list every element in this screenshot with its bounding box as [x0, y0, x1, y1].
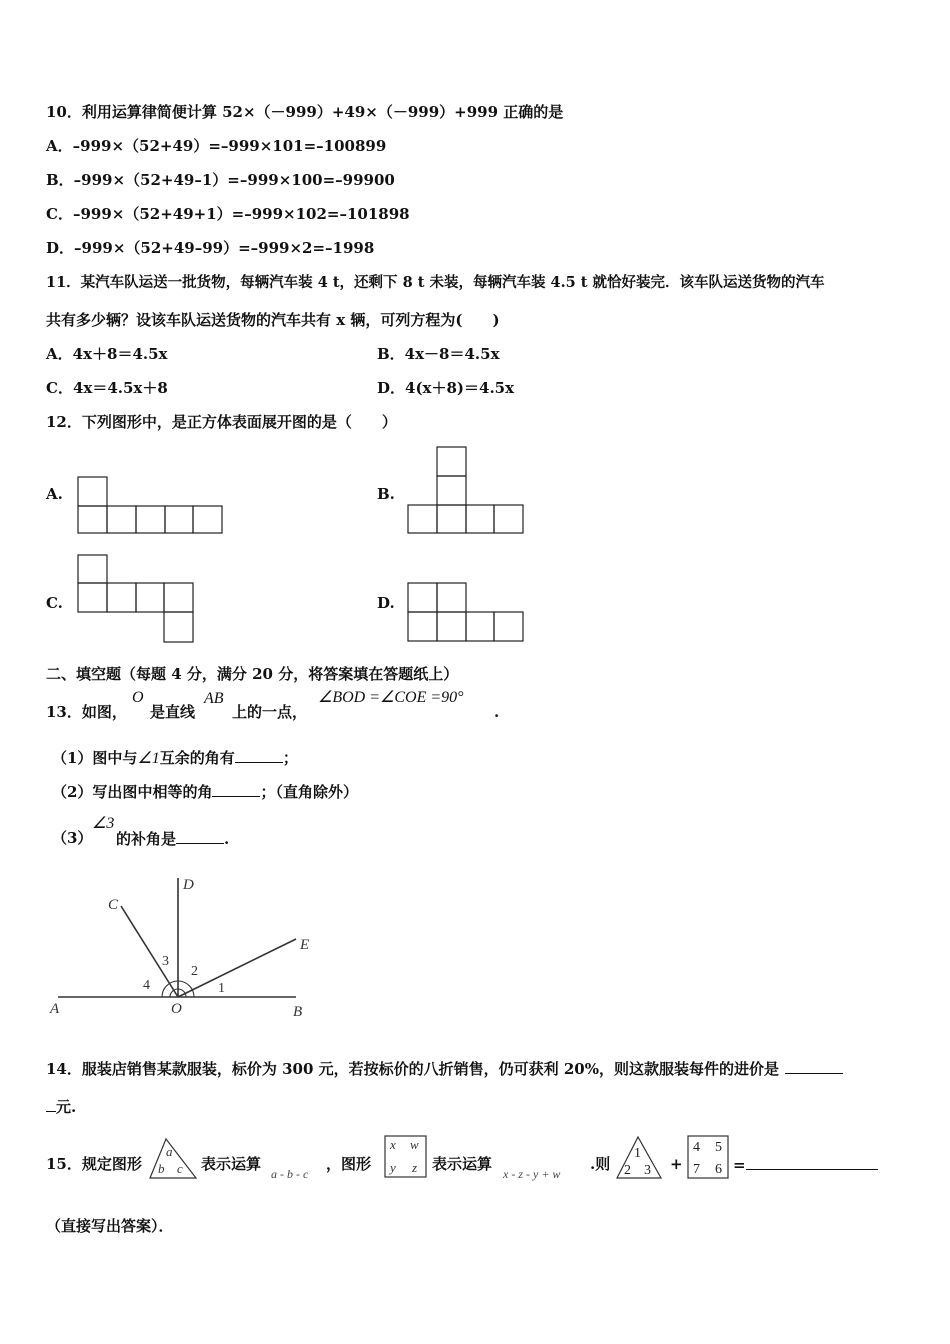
- q10-option-d: D．–999×（52+49–99）=–999×2=–1998: [46, 239, 375, 257]
- q15-footer: （直接写出答案）．: [46, 1217, 174, 1235]
- q13-part3-prefix: （3）: [52, 829, 93, 847]
- q13-part1-prefix: （1）图中与: [52, 749, 138, 767]
- q13-part1-angle: ∠1: [137, 750, 160, 767]
- q15-square-bottom-right: 6: [715, 1162, 722, 1177]
- q13-label-b: B: [293, 1004, 303, 1020]
- q13-line-ab: AB: [204, 690, 224, 707]
- q13-angle-2: 2: [191, 964, 198, 979]
- q13-end: .: [494, 703, 500, 721]
- q13-angle-4: 4: [143, 978, 150, 993]
- q13-part1-suffix: 互余的角有: [159, 749, 235, 767]
- q15-plus: +: [670, 1155, 683, 1173]
- q15-triangle-right-value: 3: [644, 1163, 651, 1178]
- q10-option-a: A．–999×（52+49）=–999×101=–100899: [46, 137, 387, 155]
- q12-label-b: B.: [377, 485, 395, 503]
- q13-text2: 上的一点，: [232, 703, 308, 721]
- section2-heading: 二、填空题（每题 4 分，满分 20 分，将答案填在答题纸上）: [46, 665, 459, 683]
- q14-unit: 元.: [56, 1098, 77, 1116]
- q13-part1-end: ；: [282, 749, 298, 767]
- q15-mid1: 表示运算: [201, 1155, 262, 1173]
- q15-triangle-a: a: [166, 1144, 173, 1159]
- q15-then: .则: [590, 1155, 611, 1173]
- q15-square-top-right: 5: [715, 1140, 722, 1155]
- q14-text: 14．服装店销售某款服装，标价为 300 元，若按标价的八折销售，仍可获利 20%，则这款服装每件的进价是: [46, 1060, 779, 1078]
- q13-label-a: A: [50, 1001, 60, 1017]
- q13-prefix: 13．如图，: [46, 703, 127, 721]
- q15-operation2: x - z - y + w: [503, 1167, 561, 1181]
- q13-condition: ∠BOD =∠COE =90°: [318, 689, 464, 706]
- q12-stem: 12．下列图形中，是正方体表面展开图的是（ ）: [46, 413, 397, 431]
- q15-square-z: z: [412, 1160, 418, 1175]
- q15-square-x: x: [390, 1137, 396, 1152]
- q13-label-o: O: [171, 1001, 182, 1017]
- q15-square-bottom-left: 7: [693, 1162, 700, 1177]
- q15-equals: [733, 1155, 878, 1174]
- q15-triangle-c: c: [177, 1161, 183, 1176]
- q15-square-top-left: 4: [693, 1140, 700, 1155]
- q11-option-c: C．4x＝4.5x＋8: [46, 379, 168, 397]
- q11-stem-line1: 11．某汽车队运送一批货物，每辆汽车装 4 t，还剩下 8 t 未装，每辆汽车装 4.5 t 就恰好装完．该车队运送货物的汽车: [46, 274, 825, 291]
- q15-operation1: a - b - c: [271, 1167, 309, 1181]
- q12-label-c: C.: [46, 594, 63, 612]
- q12-label-d: D.: [377, 594, 395, 612]
- q15-answer-blank[interactable]: [746, 1155, 878, 1170]
- q13-label-e: E: [300, 937, 310, 953]
- q11-stem-line2: 共有多少辆？设该车队运送货物的汽车共有 x 辆，可列方程为( ): [46, 311, 500, 329]
- q13-part3-angle: ∠3: [92, 815, 115, 832]
- q11-option-a: A．4x＋8＝4.5x: [46, 345, 168, 363]
- q10-stem: 10．利用运算律简便计算 52×（－999）+49×（－999）+999 正确的是: [46, 103, 564, 121]
- q13-part3-suffix: 的补角是: [116, 830, 177, 848]
- q12-label-a: A.: [46, 485, 63, 503]
- q15-square-w: w: [410, 1137, 419, 1152]
- q13-label-c: C: [108, 897, 119, 913]
- q15-mid2: ，图形: [326, 1155, 372, 1173]
- q13-angle-1: 1: [218, 981, 225, 996]
- q15-square-y: y: [390, 1160, 396, 1175]
- q11-option-d: D．4(x＋8)＝4.5x: [377, 379, 515, 397]
- q15-mid3: 表示运算: [432, 1155, 493, 1173]
- q13-angle-3: 3: [162, 954, 169, 969]
- q10-option-c: C．–999×（52+49+1）=–999×102=–101898: [46, 205, 410, 223]
- q13-part3-end: .: [224, 830, 230, 848]
- q13-part2-end: ；（直角除外）: [260, 783, 358, 801]
- q15-prefix: 15．规定图形: [46, 1155, 142, 1173]
- q13-text1: 是直线: [150, 703, 196, 721]
- q13-label-d: D: [183, 877, 194, 893]
- q10-option-b: B．–999×（52+49–1）=–999×100=–99900: [46, 171, 395, 189]
- q15-triangle-left-value: 2: [624, 1163, 631, 1178]
- q11-option-b: B．4x－8＝4.5x: [377, 345, 500, 363]
- q15-equals-sign: =: [733, 1156, 746, 1174]
- q13-part2-text: （2）写出图中相等的角: [52, 783, 213, 801]
- q15-triangle-b: b: [158, 1161, 165, 1176]
- q15-triangle-top-value: 1: [634, 1146, 641, 1161]
- q13-point-o: O: [132, 689, 144, 706]
